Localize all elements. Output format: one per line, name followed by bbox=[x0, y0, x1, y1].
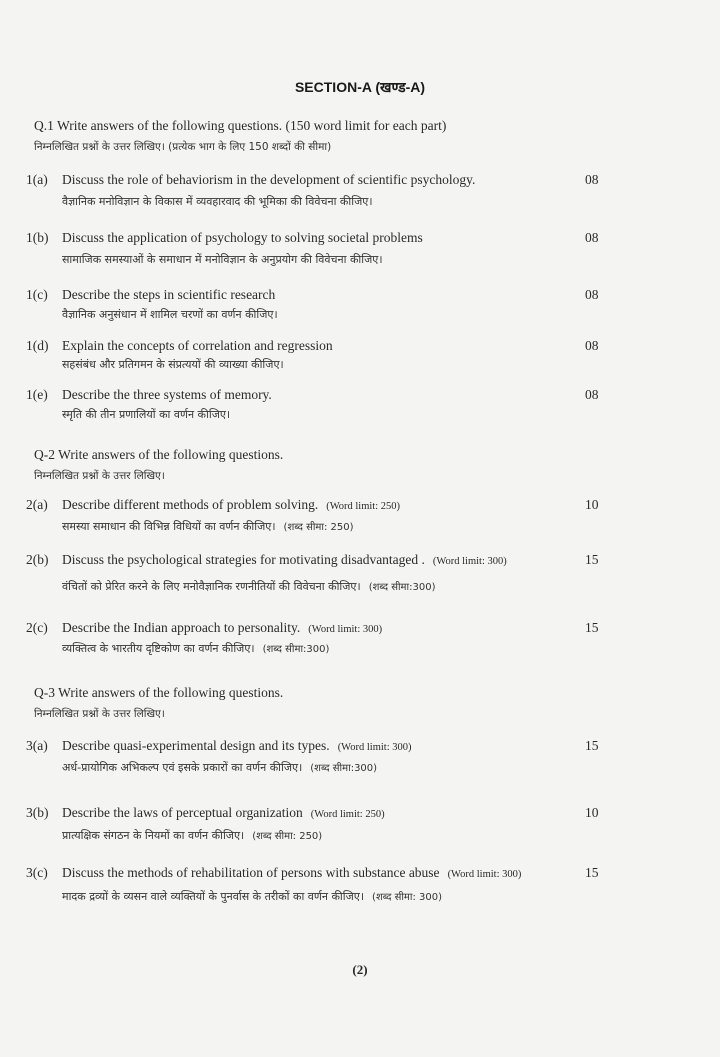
q3-heading-en: Q-3 Write answers of the following questions. bbox=[34, 685, 284, 700]
q1-heading bbox=[34, 118, 446, 154]
part-text-en: Describe the three systems of memory. bbox=[62, 387, 272, 402]
part-number: 2(b) bbox=[26, 552, 49, 567]
q1-heading-en: Q.1 Write answers of the following questions. (150 word limit for each part) bbox=[34, 118, 447, 133]
part-text-en-main: Discuss the psychological strategies for motivating disadvantaged . bbox=[62, 552, 425, 567]
part-marks: 15 bbox=[585, 865, 599, 880]
part-text-hi-main: मादक द्रव्यों के व्यसन वाले व्यक्तियों के पुनर्वास के तरीकों का वर्णन कीजिए। bbox=[62, 890, 365, 903]
part-text-hi: वैज्ञानिक मनोविज्ञान के विकास में व्यवहारवाद की भूमिका की विवेचना कीजिए। bbox=[62, 195, 373, 208]
word-limit-hi: (शब्द सीमा:300) bbox=[310, 763, 378, 774]
part-marks: 15 bbox=[585, 620, 599, 635]
part-text-en: Discuss the role of behaviorism in the development of scientific psychology. bbox=[62, 172, 476, 187]
q2-heading-en: Q-2 Write answers of the following questions. bbox=[34, 447, 284, 462]
part-text-hi bbox=[62, 889, 442, 904]
part-text-hi bbox=[62, 760, 377, 775]
word-limit-en: (Word limit: 300) bbox=[432, 556, 507, 567]
part-text-hi-main: अर्ध-प्रायोगिक अभिकल्प एवं इसके प्रकारों का वर्णन कीजिए। bbox=[62, 761, 303, 774]
word-limit-en: (Word limit: 300) bbox=[447, 869, 522, 880]
part-text-hi: सामाजिक समस्याओं के समाधान में मनोविज्ञान के अनुप्रयोग की विवेचना कीजिए। bbox=[62, 253, 383, 266]
q3-heading bbox=[34, 685, 283, 721]
word-limit-hi: (शब्द सीमा:300) bbox=[262, 644, 330, 655]
word-limit-hi: (शब्द सीमा:300) bbox=[368, 582, 436, 593]
word-limit-hi: (शब्द सीमा: 300) bbox=[372, 892, 443, 903]
part-number: 1(c) bbox=[26, 287, 48, 302]
part-text-en: Discuss the application of psychology to solving societal problems bbox=[62, 230, 423, 245]
part-marks: 10 bbox=[585, 497, 599, 512]
part-text-hi bbox=[62, 519, 354, 534]
word-limit-en: (Word limit: 300) bbox=[308, 624, 383, 635]
part-marks: 08 bbox=[585, 172, 599, 187]
part-marks: 10 bbox=[585, 805, 599, 820]
part-number: 2(a) bbox=[26, 497, 48, 512]
part-text-en bbox=[62, 552, 507, 568]
part-text-en: Describe the steps in scientific research bbox=[62, 287, 276, 302]
part-text-en bbox=[62, 805, 385, 821]
word-limit-hi: (शब्द सीमा: 250) bbox=[252, 831, 323, 842]
part-text-hi: स्मृति की तीन प्रणालियों का वर्णन कीजिए। bbox=[62, 408, 231, 421]
part-text-hi: सहसंबंध और प्रतिगमन के संप्रत्ययों की व्याख्या कीजिए। bbox=[62, 358, 284, 371]
part-marks: 08 bbox=[585, 230, 599, 245]
part-marks: 08 bbox=[585, 338, 599, 353]
part-marks: 15 bbox=[585, 738, 599, 753]
part-text-hi-main: व्यक्तित्व के भारतीय दृष्टिकोण का वर्णन कीजिए। bbox=[62, 642, 255, 655]
word-limit-en: (Word limit: 250) bbox=[310, 809, 385, 820]
part-text-hi bbox=[62, 579, 436, 594]
part-number: 3(b) bbox=[26, 805, 49, 820]
part-number: 1(e) bbox=[26, 387, 48, 402]
part-text-hi bbox=[62, 828, 322, 843]
part-text-en bbox=[62, 738, 412, 754]
part-number: 2(c) bbox=[26, 620, 48, 635]
part-text-en-main: Describe the Indian approach to personality. bbox=[62, 620, 301, 635]
q3-heading-hi: निम्नलिखित प्रश्नों के उत्तर लिखिए। bbox=[34, 708, 165, 720]
q1-heading-hi: निम्नलिखित प्रश्नों के उत्तर लिखिए। (प्रत्येक भाग के लिए 150 शब्दों की सीमा) bbox=[34, 141, 332, 153]
part-number: 3(c) bbox=[26, 865, 48, 880]
part-text-en bbox=[62, 497, 400, 513]
part-text-en-main: Discuss the methods of rehabilitation of persons with substance abuse bbox=[62, 865, 440, 880]
part-text-hi-main: वंचितों को प्रेरित करने के लिए मनोवैज्ञानिक रणनीतियों की विवेचना कीजिए। bbox=[62, 580, 361, 593]
part-text-en-main: Describe different methods of problem solving. bbox=[62, 497, 319, 512]
part-marks: 08 bbox=[585, 387, 599, 402]
page-number: (2) bbox=[352, 962, 368, 977]
part-number: 3(a) bbox=[26, 738, 48, 753]
section-title: SECTION-A (खण्ड-A) bbox=[294, 79, 426, 95]
q2-heading bbox=[34, 447, 283, 483]
part-number: 1(b) bbox=[26, 230, 49, 245]
part-text-en-main: Describe quasi-experimental design and its types. bbox=[62, 738, 330, 753]
part-text-hi: वैज्ञानिक अनुसंधान में शामिल चरणों का वर्णन कीजिए। bbox=[62, 308, 278, 321]
part-marks: 08 bbox=[585, 287, 599, 302]
part-text-en bbox=[62, 865, 521, 881]
word-limit-en: (Word limit: 300) bbox=[337, 742, 412, 753]
part-text-hi-main: समस्या समाधान की विभिन्न विधियों का वर्णन कीजिए। bbox=[62, 520, 276, 533]
part-text-en bbox=[62, 620, 382, 636]
part-text-hi bbox=[62, 641, 329, 656]
q2-heading-hi: निम्नलिखित प्रश्नों के उत्तर लिखिए। bbox=[34, 470, 165, 482]
part-number: 1(d) bbox=[26, 338, 49, 353]
word-limit-hi: (शब्द सीमा: 250) bbox=[283, 522, 354, 533]
part-marks: 15 bbox=[585, 552, 599, 567]
part-text-en-main: Describe the laws of perceptual organization bbox=[62, 805, 303, 820]
part-text-en: Explain the concepts of correlation and regression bbox=[62, 338, 333, 353]
part-text-hi-main: प्रात्यक्षिक संगठन के नियमों का वर्णन कीजिए। bbox=[62, 829, 245, 842]
word-limit-en: (Word limit: 250) bbox=[326, 501, 401, 512]
part-number: 1(a) bbox=[26, 172, 48, 187]
